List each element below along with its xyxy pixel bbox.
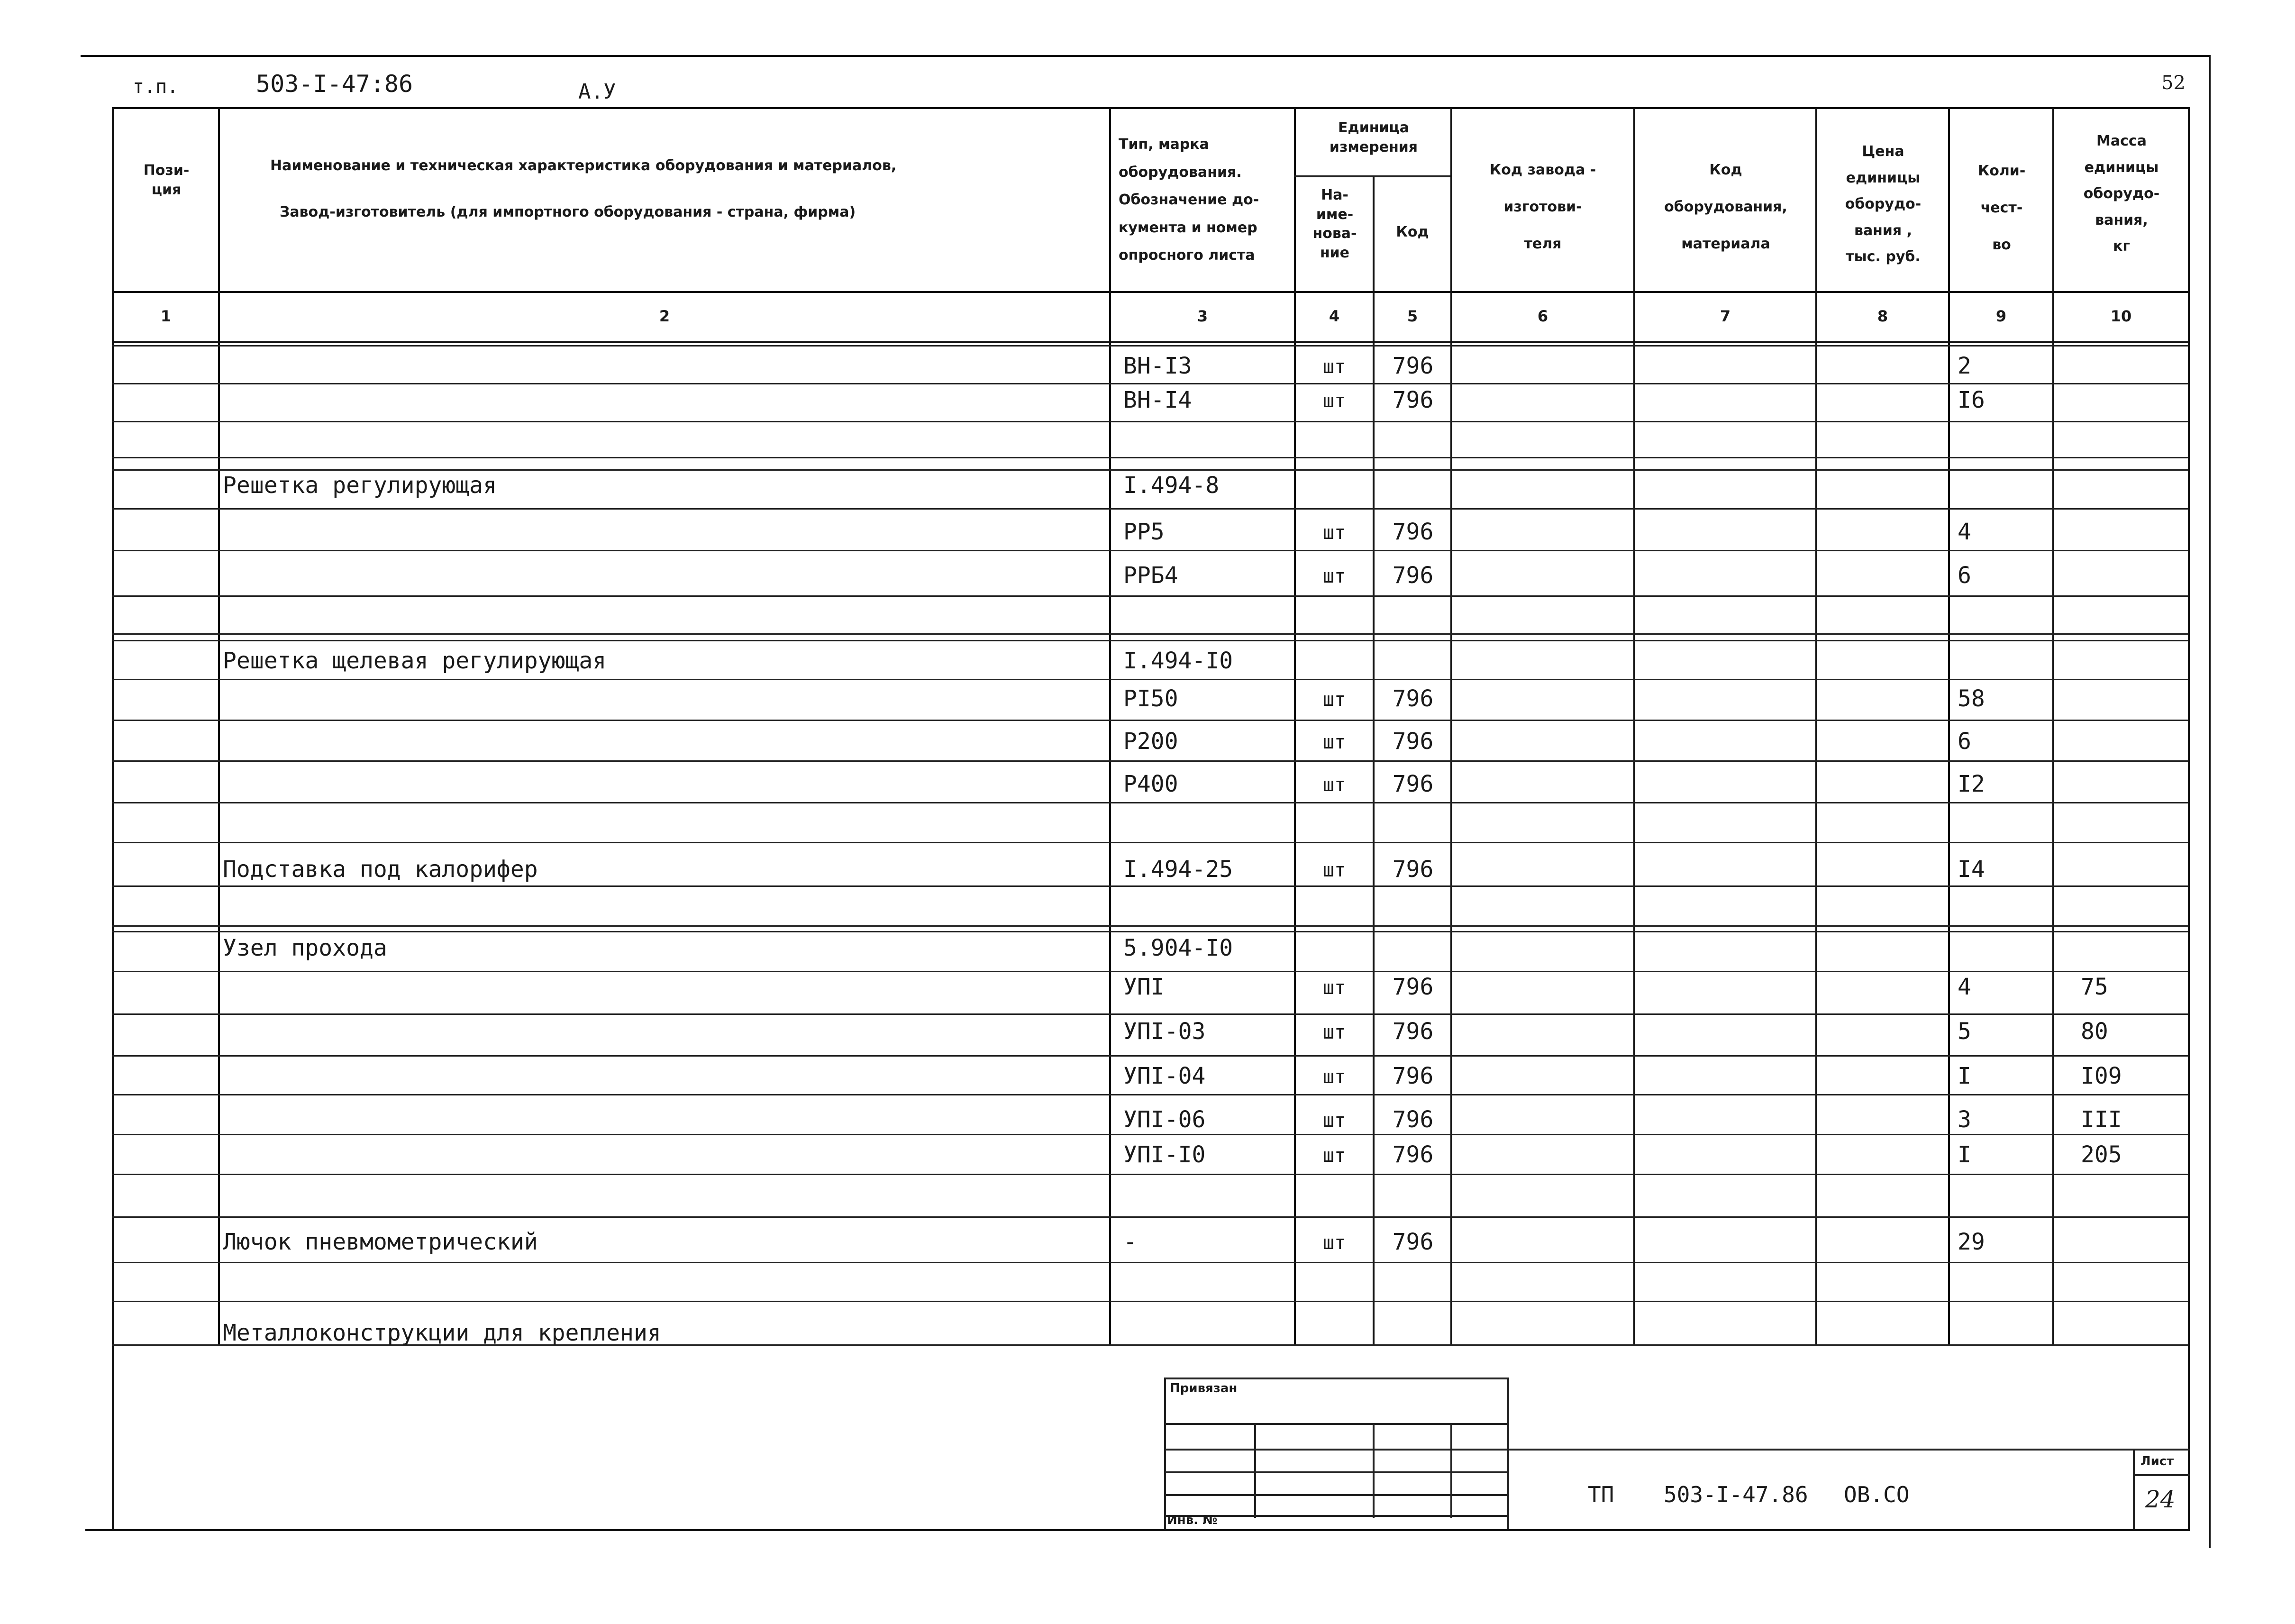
- row-separator: [112, 508, 2188, 510]
- stamp-top: [1164, 1378, 1507, 1379]
- header-factory-code: Код завода - изготови- теля: [1489, 162, 1596, 252]
- header-unit-name: На- име- нова- ние: [1312, 187, 1357, 261]
- row-unit: шт: [1322, 390, 1346, 412]
- row-type: ВН-I4: [1123, 387, 1192, 413]
- row-name: Подставка под калорифер: [223, 856, 538, 883]
- row-unit-code: 796: [1392, 856, 1434, 883]
- row-quantity: 4: [1958, 519, 1971, 545]
- row-type: УПI-06: [1123, 1106, 1206, 1133]
- stamp-left: [1164, 1378, 1166, 1529]
- col-line-4: [1373, 175, 1375, 1344]
- colnum-9: 9: [1995, 307, 2007, 325]
- row-type: УПI-03: [1123, 1018, 1206, 1045]
- row-mass: 205: [2081, 1141, 2122, 1168]
- stamp-line-2: [1164, 1449, 1507, 1451]
- stamp-right: [1507, 1378, 1509, 1529]
- sheet-box-divider: [2133, 1474, 2190, 1476]
- row-unit: шт: [1322, 774, 1346, 796]
- stamp-tp: ТП: [1588, 1482, 1614, 1507]
- stamp-doc-code: 503-I-47.86: [1664, 1482, 1808, 1507]
- row-separator: [112, 931, 2188, 932]
- stamp-section: ОВ.СО: [1844, 1482, 1910, 1507]
- row-mass: III: [2081, 1106, 2122, 1133]
- row-name: Узел прохода: [223, 935, 387, 961]
- stamp-col-3: [1450, 1423, 1452, 1518]
- row-unit: шт: [1322, 859, 1346, 881]
- row-unit-code: 796: [1392, 1141, 1434, 1168]
- col-line-6: [1633, 107, 1635, 1344]
- row-unit-code: 796: [1392, 1229, 1434, 1255]
- header-name-line1: Наименование и техническая характеристика оборудования и материалов,: [270, 157, 897, 174]
- row-unit-code: 796: [1392, 728, 1434, 755]
- header-unit-code: Код: [1396, 224, 1429, 240]
- stamp-col-2: [1373, 1423, 1375, 1518]
- row-separator: [112, 640, 2188, 641]
- row-unit: шт: [1322, 1022, 1346, 1043]
- col-line-5: [1450, 107, 1452, 1344]
- row-mass: 75: [2081, 974, 2108, 1000]
- row-type: Р400: [1123, 771, 1178, 797]
- stamp-attached-label: Привязан: [1170, 1381, 1238, 1396]
- row-mass: I09: [2081, 1063, 2122, 1089]
- col-line-7: [1815, 107, 1817, 1344]
- row-separator: [112, 925, 2188, 927]
- colnum-4: 4: [1329, 307, 1340, 325]
- sheet-box-left: [2133, 1449, 2135, 1529]
- row-unit-code: 796: [1392, 1106, 1434, 1133]
- row-quantity: 5: [1958, 1018, 1971, 1045]
- row-type: 5.904-I0: [1123, 935, 1233, 961]
- colnum-10: 10: [2110, 307, 2132, 325]
- row-separator: [112, 550, 2188, 551]
- row-unit: шт: [1322, 731, 1346, 753]
- tp-label: т.п.: [133, 76, 179, 98]
- col-line-3: [1294, 107, 1296, 1344]
- header-mass: Масса единицы оборудо- вания, кг: [2083, 133, 2160, 255]
- row-separator: [112, 1216, 2188, 1218]
- colnum-7: 7: [1720, 307, 1731, 325]
- colnum-2: 2: [659, 307, 670, 325]
- row-unit-code: 796: [1392, 519, 1434, 545]
- row-quantity: 58: [1958, 685, 1985, 712]
- sheet-corner-number: 52: [2161, 72, 2186, 94]
- row-name: Металлоконструкции для крепления: [223, 1320, 661, 1346]
- row-mass: 80: [2081, 1018, 2108, 1045]
- row-separator: [112, 1094, 2188, 1095]
- row-separator: [112, 1013, 2188, 1015]
- row-unit: шт: [1322, 356, 1346, 378]
- row-quantity: I4: [1958, 856, 1985, 883]
- col-line-10: [2188, 107, 2190, 1529]
- row-type: РI50: [1123, 685, 1178, 712]
- row-separator: [112, 1174, 2188, 1175]
- row-separator: [112, 469, 2188, 471]
- row-type: ВН-I3: [1123, 353, 1192, 379]
- header-quantity: Коли- чест- во: [1977, 163, 2026, 253]
- stamp-line-1: [1164, 1423, 1507, 1425]
- header-top-line: [112, 107, 2190, 109]
- doc-number: 503-I-47:86: [256, 70, 413, 98]
- row-separator: [112, 345, 2188, 347]
- row-separator: [112, 971, 2188, 972]
- row-separator: [112, 720, 2188, 721]
- row-unit: шт: [1322, 1232, 1346, 1254]
- row-separator: [112, 760, 2188, 762]
- row-quantity: I6: [1958, 387, 1985, 413]
- row-separator: [112, 885, 2188, 887]
- row-unit: шт: [1322, 1110, 1346, 1131]
- header-unit: Единица измерения: [1329, 119, 1418, 155]
- row-unit-code: 796: [1392, 1063, 1434, 1089]
- row-separator: [112, 457, 2188, 458]
- colnum-6: 6: [1537, 307, 1548, 325]
- row-unit: шт: [1322, 689, 1346, 711]
- header-name-line2: Завод-изготовитель (для импортного оборудования - страна, фирма): [280, 204, 856, 220]
- row-type: РРБ4: [1123, 562, 1178, 589]
- stamp-inv-label: Инв. №: [1167, 1513, 1218, 1527]
- colnum-bottom-line: [112, 341, 2190, 343]
- header-price: Цена единицы оборудо- вания , тыс. руб.: [1845, 143, 1922, 265]
- row-separator: [112, 1262, 2188, 1263]
- row-unit: шт: [1322, 1145, 1346, 1167]
- colnum-1: 1: [160, 307, 172, 325]
- stamp-line-3: [1164, 1471, 1507, 1473]
- frame-right: [2209, 55, 2211, 1548]
- row-type: УПI-04: [1123, 1063, 1206, 1089]
- row-quantity: 4: [1958, 974, 1971, 1000]
- row-quantity: 6: [1958, 562, 1971, 589]
- row-type: I.494-I0: [1123, 648, 1233, 674]
- row-unit: шт: [1322, 1066, 1346, 1088]
- header-position: Пози- ция: [143, 162, 190, 198]
- stamp-line-4: [1164, 1494, 1507, 1496]
- row-unit-code: 796: [1392, 685, 1434, 712]
- row-unit-code: 796: [1392, 387, 1434, 413]
- unit-subheader-line: [1294, 175, 1450, 177]
- row-separator: [112, 595, 2188, 597]
- col-line-9: [2052, 107, 2054, 1344]
- row-separator: [112, 802, 2188, 803]
- title-block-top: [1507, 1449, 2190, 1451]
- frame-bottom: [85, 1529, 2190, 1531]
- row-unit-code: 796: [1392, 771, 1434, 797]
- colnum-3: 3: [1197, 307, 1208, 325]
- row-unit: шт: [1322, 566, 1346, 587]
- row-separator: [112, 633, 2188, 635]
- row-type: УПI: [1123, 974, 1165, 1000]
- row-quantity: 6: [1958, 728, 1971, 755]
- row-separator: [112, 842, 2188, 843]
- col-line-8: [1948, 107, 1950, 1344]
- row-quantity: 29: [1958, 1229, 1985, 1255]
- row-name: Лючок пневмометрический: [223, 1229, 538, 1255]
- stamp-sheet-number: 24: [2145, 1486, 2176, 1513]
- row-unit: шт: [1322, 522, 1346, 544]
- col-line-1: [218, 107, 220, 1344]
- row-type: -: [1123, 1229, 1137, 1255]
- row-type: Р200: [1123, 728, 1178, 755]
- row-separator: [112, 1055, 2188, 1057]
- row-type: I.494-25: [1123, 856, 1233, 883]
- row-quantity: I: [1958, 1141, 1971, 1168]
- row-quantity: 2: [1958, 353, 1971, 379]
- row-quantity: I: [1958, 1063, 1971, 1089]
- row-type: УПI-I0: [1123, 1141, 1206, 1168]
- header-type: Тип, марка оборудования. Обозначение до- кумента и номер опросного листа: [1119, 136, 1259, 264]
- row-unit-code: 796: [1392, 974, 1434, 1000]
- header-bottom-line: [112, 291, 2190, 293]
- row-quantity: 3: [1958, 1106, 1971, 1133]
- stamp-sheet-label: Лист: [2140, 1454, 2174, 1469]
- row-name: Решетка регулирующая: [223, 472, 497, 499]
- row-unit-code: 796: [1392, 1018, 1434, 1045]
- row-separator: [112, 383, 2188, 384]
- colnum-5: 5: [1407, 307, 1418, 325]
- row-name: Решетка щелевая регулирующая: [223, 648, 607, 674]
- colnum-8: 8: [1877, 307, 1888, 325]
- row-unit-code: 796: [1392, 562, 1434, 589]
- frame-top: [81, 55, 2209, 57]
- row-separator: [112, 1134, 2188, 1135]
- row-unit: шт: [1322, 977, 1346, 999]
- row-type: РР5: [1123, 519, 1165, 545]
- row-quantity: I2: [1958, 771, 1985, 797]
- row-separator: [112, 421, 2188, 422]
- row-unit-code: 796: [1392, 353, 1434, 379]
- stamp-col-1: [1254, 1423, 1256, 1518]
- row-type: I.494-8: [1123, 472, 1220, 499]
- col-line-2: [1109, 107, 1111, 1344]
- album-label: А.У: [578, 80, 616, 104]
- row-separator: [112, 679, 2188, 680]
- header-equipment-code: Код оборудования, материала: [1664, 162, 1787, 252]
- row-separator: [112, 1301, 2188, 1302]
